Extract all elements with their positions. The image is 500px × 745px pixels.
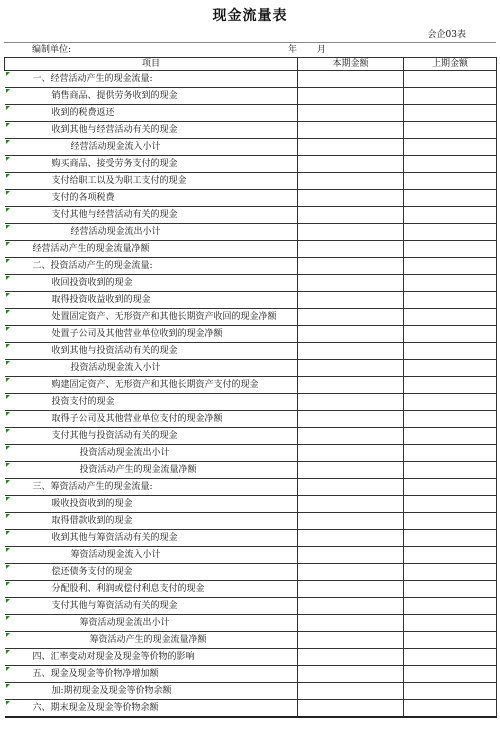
cell-comment-marker-icon (6, 157, 10, 161)
row-label: 收到其他与筹资活动有关的现金 (51, 533, 178, 543)
current-amount-cell[interactable] (298, 462, 404, 479)
row-label: 购建固定资产、无形资产和其他长期资产支付的现金 (51, 380, 259, 390)
row-label-cell[interactable] (5, 377, 298, 394)
row-label-cell[interactable] (5, 394, 298, 411)
previous-amount-cell[interactable] (404, 326, 497, 343)
cell-comment-marker-icon (6, 395, 10, 399)
table-row (5, 326, 497, 343)
cell-comment-marker-icon (6, 259, 10, 263)
unit-label: 编制单位: (32, 45, 72, 55)
cell-comment-marker-icon (6, 412, 10, 416)
row-label: 投资活动现金流出小计 (79, 448, 170, 458)
row-label: 吸收投资收到的现金 (51, 499, 133, 509)
row-label: 取得投资收益收到的现金 (51, 295, 151, 305)
sheet-title: 现金流量表 (212, 8, 288, 24)
current-amount-cell[interactable] (298, 496, 404, 513)
row-label: 经营活动产生的现金流量净额 (32, 244, 150, 254)
table-row (5, 360, 497, 377)
table-row (5, 411, 497, 428)
table-row (5, 122, 497, 139)
table-row (5, 394, 497, 411)
table-row (5, 377, 497, 394)
previous-amount-cell[interactable] (404, 88, 497, 105)
row-label-cell[interactable] (5, 122, 298, 139)
cell-comment-marker-icon (6, 599, 10, 603)
column-header-previous: 上期金额 (404, 58, 497, 71)
cell-comment-marker-icon (6, 89, 10, 93)
current-amount-cell[interactable] (298, 581, 404, 598)
cell-comment-marker-icon (6, 242, 10, 246)
row-label: 二、投资活动产生的现金流量: (32, 261, 153, 271)
row-label: 投资活动产生的现金流量净额 (79, 465, 197, 475)
table-row (5, 666, 497, 683)
cell-comment-marker-icon (6, 480, 10, 484)
row-label-cell[interactable] (5, 309, 298, 326)
table-row (5, 71, 497, 88)
row-label-cell[interactable] (5, 700, 298, 718)
table-row (5, 530, 497, 547)
row-label-cell[interactable] (5, 207, 298, 224)
current-amount-cell[interactable] (298, 666, 404, 683)
cell-comment-marker-icon (6, 140, 10, 144)
cash-flow-sheet (4, 4, 496, 718)
current-amount-cell[interactable] (298, 445, 404, 462)
previous-amount-cell[interactable] (404, 241, 497, 258)
previous-amount-cell[interactable] (404, 122, 497, 139)
current-amount-cell[interactable] (298, 683, 404, 700)
table-body (5, 71, 497, 718)
table-row (5, 513, 497, 530)
current-amount-cell[interactable] (298, 275, 404, 292)
row-label-cell[interactable] (5, 411, 298, 428)
table-row (5, 700, 497, 718)
column-header-current: 本期金额 (298, 58, 404, 71)
row-label-cell[interactable] (5, 564, 298, 581)
previous-amount-cell[interactable] (404, 190, 497, 207)
cell-comment-marker-icon (6, 276, 10, 280)
table-row (5, 496, 497, 513)
table-row (5, 445, 497, 462)
row-label-cell[interactable] (5, 275, 298, 292)
previous-amount-cell[interactable] (404, 581, 497, 598)
previous-amount-cell[interactable] (404, 343, 497, 360)
table-row (5, 275, 497, 292)
cell-comment-marker-icon (6, 684, 10, 688)
current-amount-cell[interactable] (298, 292, 404, 309)
row-label-cell[interactable] (5, 496, 298, 513)
row-label: 收到其他与投资活动有关的现金 (51, 346, 178, 356)
year-label: 年 (288, 45, 298, 55)
row-label: 处置固定资产、无形资产和其他长期资产收回的现金净额 (51, 312, 277, 322)
cell-comment-marker-icon (6, 327, 10, 331)
cell-comment-marker-icon (6, 548, 10, 552)
cell-comment-marker-icon (6, 225, 10, 229)
cell-comment-marker-icon (6, 463, 10, 467)
current-amount-cell[interactable] (298, 377, 404, 394)
table-row (5, 224, 497, 241)
cell-comment-marker-icon (6, 514, 10, 518)
table-row (5, 683, 497, 700)
cell-comment-marker-icon (6, 208, 10, 212)
row-label: 投资活动现金流入小计 (70, 363, 161, 373)
previous-amount-cell[interactable] (404, 666, 497, 683)
previous-amount-cell[interactable] (404, 156, 497, 173)
previous-amount-cell[interactable] (404, 360, 497, 377)
table-row (5, 547, 497, 564)
table-row (5, 139, 497, 156)
table-row (5, 598, 497, 615)
table-row (5, 615, 497, 632)
row-label-cell[interactable] (5, 530, 298, 547)
row-label-cell[interactable] (5, 88, 298, 105)
row-label-cell[interactable] (5, 156, 298, 173)
previous-amount-cell[interactable] (404, 394, 497, 411)
current-amount-cell[interactable] (298, 156, 404, 173)
row-label-cell[interactable] (5, 598, 298, 615)
row-label: 收到的税费返还 (51, 108, 115, 118)
row-label-cell[interactable] (5, 105, 298, 122)
current-amount-cell[interactable] (298, 632, 404, 649)
previous-amount-cell[interactable] (404, 428, 497, 445)
cell-comment-marker-icon (6, 310, 10, 314)
row-label: 收到其他与经营活动有关的现金 (51, 125, 178, 135)
row-label-cell[interactable] (5, 241, 298, 258)
header-row (5, 58, 497, 71)
cell-comment-marker-icon (6, 429, 10, 433)
current-amount-cell[interactable] (298, 105, 404, 122)
current-amount-cell[interactable] (298, 649, 404, 666)
current-amount-cell[interactable] (298, 530, 404, 547)
row-label-cell[interactable] (5, 224, 298, 241)
row-label: 分配股利、利润或偿付利息支付的现金 (51, 584, 205, 594)
row-label-cell[interactable] (5, 513, 298, 530)
row-label: 销售商品、提供劳务收到的现金 (51, 91, 178, 101)
row-label: 偿还债务支付的现金 (51, 567, 133, 577)
cell-comment-marker-icon (6, 633, 10, 637)
current-amount-cell[interactable] (298, 428, 404, 445)
table-row (5, 309, 497, 326)
previous-amount-cell[interactable] (404, 598, 497, 615)
cell-comment-marker-icon (6, 446, 10, 450)
previous-amount-cell[interactable] (404, 683, 497, 700)
row-label-cell[interactable] (5, 666, 298, 683)
table-row (5, 462, 497, 479)
row-label-cell[interactable] (5, 547, 298, 564)
previous-amount-cell[interactable] (404, 649, 497, 666)
row-label: 支付给职工以及为职工支付的现金 (51, 176, 187, 186)
previous-amount-cell[interactable] (404, 71, 497, 88)
table-row (5, 105, 497, 122)
form-code: 会企03表 (427, 30, 466, 40)
previous-amount-cell[interactable] (404, 564, 497, 581)
current-amount-cell[interactable] (298, 360, 404, 377)
cell-comment-marker-icon (6, 616, 10, 620)
current-amount-cell[interactable] (298, 598, 404, 615)
row-label: 支付其他与经营活动有关的现金 (51, 210, 178, 220)
table-row (5, 156, 497, 173)
previous-amount-cell[interactable] (404, 275, 497, 292)
cell-comment-marker-icon (6, 667, 10, 671)
current-amount-cell[interactable] (298, 615, 404, 632)
cell-comment-marker-icon (6, 174, 10, 178)
row-label-cell[interactable] (5, 479, 298, 496)
row-label-cell[interactable] (5, 139, 298, 156)
previous-amount-cell[interactable] (404, 445, 497, 462)
current-amount-cell[interactable] (298, 564, 404, 581)
row-label: 一、经营活动产生的现金流量: (32, 74, 153, 84)
current-amount-cell[interactable] (298, 513, 404, 530)
row-label: 购买商品、接受劳务支付的现金 (51, 159, 178, 169)
row-label-cell[interactable] (5, 360, 298, 377)
table-row (5, 632, 497, 649)
cell-comment-marker-icon (6, 650, 10, 654)
table-row (5, 292, 497, 309)
row-label-cell[interactable] (5, 343, 298, 360)
previous-amount-cell[interactable] (404, 479, 497, 496)
meta-row (4, 42, 496, 57)
previous-amount-cell[interactable] (404, 292, 497, 309)
table-row (5, 173, 497, 190)
previous-amount-cell[interactable] (404, 411, 497, 428)
row-label: 五、现金及现金等价物净增加额 (32, 669, 159, 679)
previous-amount-cell[interactable] (404, 700, 497, 718)
cell-comment-marker-icon (6, 293, 10, 297)
table-row (5, 343, 497, 360)
cell-comment-marker-icon (6, 106, 10, 110)
previous-amount-cell[interactable] (404, 309, 497, 326)
row-label-cell[interactable] (5, 258, 298, 275)
previous-amount-cell[interactable] (404, 462, 497, 479)
previous-amount-cell[interactable] (404, 173, 497, 190)
current-amount-cell[interactable] (298, 207, 404, 224)
row-label-cell[interactable] (5, 615, 298, 632)
row-label: 支付的各项税费 (51, 193, 115, 203)
previous-amount-cell[interactable] (404, 258, 497, 275)
row-label-cell[interactable] (5, 428, 298, 445)
row-label-cell[interactable] (5, 326, 298, 343)
table-row (5, 241, 497, 258)
current-amount-cell[interactable] (298, 173, 404, 190)
previous-amount-cell[interactable] (404, 632, 497, 649)
previous-amount-cell[interactable] (404, 496, 497, 513)
cash-flow-table (4, 57, 497, 718)
row-label: 经营活动现金流入小计 (70, 142, 161, 152)
cell-comment-marker-icon (6, 497, 10, 501)
current-amount-cell[interactable] (298, 224, 404, 241)
table-row (5, 581, 497, 598)
previous-amount-cell[interactable] (404, 513, 497, 530)
row-label-cell[interactable] (5, 71, 298, 88)
current-amount-cell[interactable] (298, 700, 404, 718)
current-amount-cell[interactable] (298, 258, 404, 275)
row-label: 四、汇率变动对现金及现金等价物的影响 (32, 652, 195, 662)
table-row (5, 428, 497, 445)
previous-amount-cell[interactable] (404, 377, 497, 394)
current-amount-cell[interactable] (298, 88, 404, 105)
current-amount-cell[interactable] (298, 122, 404, 139)
previous-amount-cell[interactable] (404, 530, 497, 547)
cell-comment-marker-icon (6, 123, 10, 127)
row-label-cell[interactable] (5, 649, 298, 666)
row-label: 筹资活动现金流出小计 (79, 618, 170, 628)
previous-amount-cell[interactable] (404, 224, 497, 241)
current-amount-cell[interactable] (298, 71, 404, 88)
table-row (5, 190, 497, 207)
row-label: 筹资活动现金流入小计 (70, 550, 161, 560)
row-label-cell[interactable] (5, 190, 298, 207)
previous-amount-cell[interactable] (404, 139, 497, 156)
cell-comment-marker-icon (6, 531, 10, 535)
row-label-cell[interactable] (5, 445, 298, 462)
row-label: 取得子公司及其他营业单位支付的现金净额 (51, 414, 223, 424)
row-label: 三、筹资活动产生的现金流量: (32, 482, 153, 492)
current-amount-cell[interactable] (298, 309, 404, 326)
table-row (5, 649, 497, 666)
current-amount-cell[interactable] (298, 479, 404, 496)
current-amount-cell[interactable] (298, 190, 404, 207)
row-label: 取得借款收到的现金 (51, 516, 133, 526)
table-row (5, 88, 497, 105)
previous-amount-cell[interactable] (404, 547, 497, 564)
row-label-cell[interactable] (5, 581, 298, 598)
current-amount-cell[interactable] (298, 241, 404, 258)
row-label: 处置子公司及其他营业单位收到的现金净额 (51, 329, 223, 339)
month-label: 月 (317, 45, 327, 55)
row-label: 投资支付的现金 (51, 397, 115, 407)
row-label-cell[interactable] (5, 173, 298, 190)
row-label-cell[interactable] (5, 683, 298, 700)
current-amount-cell[interactable] (298, 326, 404, 343)
row-label: 筹资活动产生的现金流量净额 (89, 635, 207, 645)
cell-comment-marker-icon (6, 565, 10, 569)
current-amount-cell[interactable] (298, 394, 404, 411)
cell-comment-marker-icon (6, 378, 10, 382)
row-label: 支付其他与投资活动有关的现金 (51, 431, 178, 441)
current-amount-cell[interactable] (298, 343, 404, 360)
row-label: 经营活动现金流出小计 (70, 227, 161, 237)
previous-amount-cell[interactable] (404, 615, 497, 632)
previous-amount-cell[interactable] (404, 105, 497, 122)
table-row (5, 564, 497, 581)
table-row (5, 258, 497, 275)
table-row (5, 207, 497, 224)
cell-comment-marker-icon (6, 72, 10, 76)
current-amount-cell[interactable] (298, 139, 404, 156)
current-amount-cell[interactable] (298, 411, 404, 428)
cell-comment-marker-icon (6, 191, 10, 195)
cell-comment-marker-icon (6, 582, 10, 586)
row-label: 加:期初现金及现金等价物余额 (51, 686, 172, 696)
row-label-cell[interactable] (5, 462, 298, 479)
row-label: 支付其他与筹资活动有关的现金 (51, 601, 178, 611)
column-header-item: 项目 (5, 58, 298, 71)
table-row (5, 479, 497, 496)
cell-comment-marker-icon (6, 701, 10, 705)
current-amount-cell[interactable] (298, 547, 404, 564)
previous-amount-cell[interactable] (404, 207, 497, 224)
row-label: 收回投资收到的现金 (51, 278, 133, 288)
row-label: 六、期末现金及现金等价物余额 (32, 703, 159, 713)
row-label-cell[interactable] (5, 292, 298, 309)
row-label-cell[interactable] (5, 632, 298, 649)
cell-comment-marker-icon (6, 344, 10, 348)
cell-comment-marker-icon (6, 361, 10, 365)
